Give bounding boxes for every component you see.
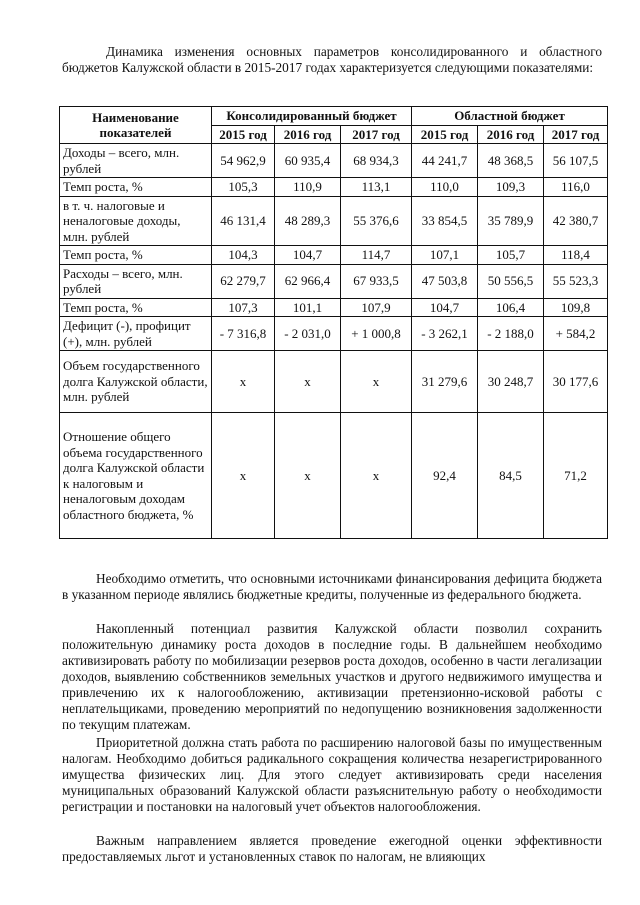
regional-value: 92,4: [412, 413, 478, 539]
consolidated-value: 107,3: [212, 298, 275, 317]
year-header: 2016 год: [275, 125, 341, 144]
year-header: 2016 год: [478, 125, 544, 144]
consolidated-value: + 1 000,8: [341, 317, 412, 351]
consolidated-value: 67 933,5: [341, 264, 412, 298]
regional-value: 116,0: [544, 178, 608, 197]
table-row: [60, 298, 608, 317]
row-label: Темп роста, %: [60, 178, 212, 197]
table-row: [60, 413, 608, 539]
consolidated-value: 114,7: [341, 246, 412, 265]
year-header: 2017 год: [544, 125, 608, 144]
year-header: 2015 год: [212, 125, 275, 144]
consolidated-value: 62 966,4: [275, 264, 341, 298]
consolidated-value: x: [341, 413, 412, 539]
regional-value: 33 854,5: [412, 196, 478, 246]
regional-value: 106,4: [478, 298, 544, 317]
regional-value: 48 368,5: [478, 144, 544, 178]
consolidated-value: 104,3: [212, 246, 275, 265]
table-row: [60, 351, 608, 413]
consolidated-value: 68 934,3: [341, 144, 412, 178]
consolidated-value: 54 962,9: [212, 144, 275, 178]
consolidated-value: x: [341, 351, 412, 413]
regional-value: 50 556,5: [478, 264, 544, 298]
year-header: 2017 год: [341, 125, 412, 144]
regional-value: 55 523,3: [544, 264, 608, 298]
regional-value: + 584,2: [544, 317, 608, 351]
regional-value: 44 241,7: [412, 144, 478, 178]
regional-value: 31 279,6: [412, 351, 478, 413]
table-row: [60, 144, 608, 178]
consolidated-value: x: [212, 413, 275, 539]
group-header-consolidated: Консолидированный бюджет: [212, 107, 412, 126]
row-label: Отношение общего объема государственного долга Калужской области к налоговым и неналоговым доходам областного бюджета, %: [60, 413, 212, 539]
row-label: Темп роста, %: [60, 298, 212, 317]
table-row: [60, 178, 608, 197]
consolidated-value: 113,1: [341, 178, 412, 197]
row-label: Объем государственного долга Калужской области, млн. рублей: [60, 351, 212, 413]
regional-value: 30 248,7: [478, 351, 544, 413]
consolidated-value: x: [275, 351, 341, 413]
consolidated-value: 104,7: [275, 246, 341, 265]
regional-value: 84,5: [478, 413, 544, 539]
regional-value: 104,7: [412, 298, 478, 317]
regional-value: 109,8: [544, 298, 608, 317]
consolidated-value: 62 279,7: [212, 264, 275, 298]
consolidated-value: 60 935,4: [275, 144, 341, 178]
consolidated-value: x: [212, 351, 275, 413]
regional-value: 47 503,8: [412, 264, 478, 298]
consolidated-value: 101,1: [275, 298, 341, 317]
paragraph: Важным направлением является проведение ежегодной оценки эффективности предоставляемых льгот и установленных ставок по налогам, не влияющих: [62, 833, 602, 864]
row-label: Дефицит (-), профицит (+), млн. рублей: [60, 317, 212, 351]
budget-table: [59, 106, 608, 539]
intro-paragraph: [62, 44, 602, 76]
consolidated-value: x: [275, 413, 341, 539]
table-header-row: [60, 107, 608, 126]
consolidated-value: 110,9: [275, 178, 341, 197]
row-label: в т. ч. налоговые и неналоговые доходы, млн. рублей: [60, 196, 212, 246]
consolidated-value: 105,3: [212, 178, 275, 197]
table-row: [60, 317, 608, 351]
consolidated-value: 46 131,4: [212, 196, 275, 246]
consolidated-value: 107,9: [341, 298, 412, 317]
regional-value: - 2 188,0: [478, 317, 544, 351]
table-body: [60, 144, 608, 539]
year-header: 2015 год: [412, 125, 478, 144]
intro-text: Динамика изменения основных параметров консолидированного и областного бюджетов Калужской области в 2015-2017 годах характеризуется следующими показателями:: [62, 44, 602, 75]
regional-value: - 3 262,1: [412, 317, 478, 351]
row-label: Темп роста, %: [60, 246, 212, 265]
consolidated-value: 55 376,6: [341, 196, 412, 246]
table-row: [60, 196, 608, 246]
paragraph: Накопленный потенциал развития Калужской области позволил сохранить положительную динамику роста доходов в последние годы. В дальнейшем необходимо активизировать работу по мобилизации резервов роста доходов, особенно в части легализации доходов, выявлению собственников земельных участков и другого недвижимого имущества и привлечению их к налогообложению, активизации претензионно-исковой работы с неплательщиками, проведению мероприятий по недопущению возникновения задолженности по текущим платежам.: [62, 621, 602, 732]
regional-value: 71,2: [544, 413, 608, 539]
regional-value: 105,7: [478, 246, 544, 265]
regional-value: 107,1: [412, 246, 478, 265]
consolidated-value: - 2 031,0: [275, 317, 341, 351]
regional-value: 42 380,7: [544, 196, 608, 246]
consolidated-value: - 7 316,8: [212, 317, 275, 351]
paragraph: Приоритетной должна стать работа по расширению налоговой базы по имущественным налогам. Необходимо добиться радикального сокращения количества незарегистрированного имущества физических лиц. Для этого следует активизировать среди населения муниципальных образований Калужской области разъяснительную работу о необходимости регистрации и постановки на налоговый учет объектов налогообложения.: [62, 735, 602, 814]
group-header-regional: Областной бюджет: [412, 107, 608, 126]
consolidated-value: 48 289,3: [275, 196, 341, 246]
regional-value: 56 107,5: [544, 144, 608, 178]
row-label: Расходы – всего, млн. рублей: [60, 264, 212, 298]
regional-value: 30 177,6: [544, 351, 608, 413]
table-row: [60, 246, 608, 265]
column-header-name: Наименование показателей: [60, 107, 212, 144]
regional-value: 118,4: [544, 246, 608, 265]
table-row: [60, 264, 608, 298]
regional-value: 35 789,9: [478, 196, 544, 246]
regional-value: 110,0: [412, 178, 478, 197]
row-label: Доходы – всего, млн. рублей: [60, 144, 212, 178]
regional-value: 109,3: [478, 178, 544, 197]
paragraph: Необходимо отметить, что основными источниками финансирования дефицита бюджета в указанном периоде являлись бюджетные кредиты, полученные из федерального бюджета.: [62, 571, 602, 602]
